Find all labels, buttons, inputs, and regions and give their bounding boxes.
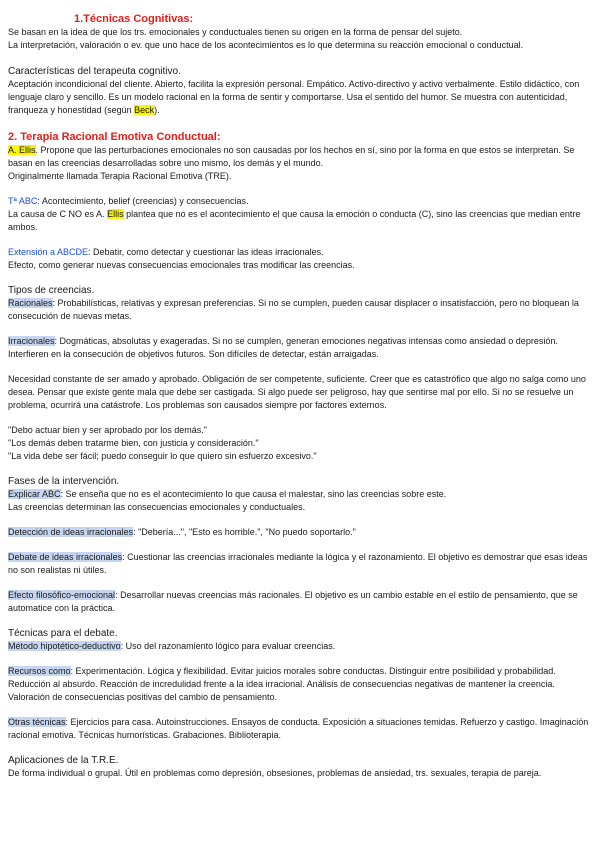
highlight-irracionales: Irracionales bbox=[8, 336, 55, 346]
paragraph-abc: Tª ABC: Acontecimiento, belief (creencias) y consecuencias. bbox=[8, 196, 249, 206]
paragraph: Originalmente llamada Terapia Racional Emotiva (TRE). bbox=[8, 171, 232, 181]
paragraph: Se basan en la idea de que los trs. emocionales y conductuales tienen su origen en la forma de pensar del sujeto. bbox=[8, 27, 463, 37]
highlight-otras: Otras técnicas bbox=[8, 717, 66, 727]
highlight-debate: Debate de ideas irracionales bbox=[8, 552, 123, 562]
quote: "La vida debe ser fácil; puedo conseguir lo que quiero sin esfuerzo excesivo." bbox=[8, 451, 317, 461]
highlight-metodo: Método hipotético-deductivo bbox=[8, 641, 121, 651]
highlight-explicar-abc: Explicar ABC bbox=[8, 489, 61, 499]
highlight-recursos: Recursos como bbox=[8, 666, 71, 676]
quote: "Debo actuar bien y ser aprobado por los demás." bbox=[8, 425, 208, 435]
paragraph-ellis: A. Ellis. Propone que las perturbaciones emocionales no son causadas por los hechos en sí, sino por la forma en que estos se interpretan. Se basan en las creencias desarrolladas sobre uno mismo, los demás y el mundo. bbox=[8, 145, 575, 168]
paragraph: Efecto, como generar nuevas consecuencias emocionales tras modificar las creencias. bbox=[8, 260, 355, 270]
paragraph-otras: Otras técnicas: Ejercicios para casa. Autoinstrucciones. Ensayos de conducta. Exposición a situaciones temidas. Refuerzo y castigo. Imaginación racional emotiva. Técnicas humorísticas. Grabaciones. Biblioterapia. bbox=[8, 717, 589, 740]
paragraph-racionales: Racionales: Probabilísticas, relativas y expresan preferencias. Si no se cumplen, pueden causar displacer o insatisfacción, pero no bloquean la consecución de nuevas metas. bbox=[8, 298, 579, 321]
paragraph-necesidad: Necesidad constante de ser amado y aprobado. Obligación de ser competente, suficiente. Creer que es catastrófico que algo no salga como uno desea. Pensar que existe gente mala que debe ser castigada. Si algo puede ser peligroso, hay que sentirse mal por ello. Si no se resuelve un problema, ocurrirá una catástrofe. Los problemas son causados siempre por factores externos. bbox=[8, 374, 586, 410]
subheading-aplicaciones: Aplicaciones de la T.R.E. bbox=[8, 755, 119, 766]
highlight-racionales: Racionales bbox=[8, 298, 53, 308]
paragraph-abc-detail: La causa de C NO es A. Ellis plantea que no es el acontecimiento el que causa la emoción o conducta (C), sino las creencias que median entre ambos. bbox=[8, 209, 581, 232]
label-abc: Tª ABC bbox=[8, 196, 38, 206]
paragraph-metodo: Método hipotético-deductivo: Uso del razonamiento lógico para evaluar creencias. bbox=[8, 641, 336, 651]
quote: "Los demás deben tratarme bien, con justicia y consideración." bbox=[8, 438, 259, 448]
subheading-tecnicas-debate: Técnicas para el debate. bbox=[8, 628, 118, 639]
highlight-efecto: Efecto filosófico-emocional bbox=[8, 590, 116, 600]
quotes-block bbox=[8, 424, 593, 463]
paragraph-debate: Debate de ideas irracionales: Cuestionar las creencias irracionales mediante la lógica y el razonamiento. El objetivo es demostrar que esas ideas no son realistas ni útiles. bbox=[8, 552, 588, 575]
subheading-tipos: Tipos de creencias. bbox=[8, 285, 95, 296]
subheading-fases: Fases de la intervención. bbox=[8, 476, 120, 487]
subheading-caracteristicas: Características del terapeuta cognitivo. bbox=[8, 66, 181, 77]
paragraph-efecto: Efecto filosófico-emocional: Desarrollar nuevas creencias más racionales. El objetivo es un cambio estable en el estilo de pensamiento, que se automatice con la práctica. bbox=[8, 590, 578, 613]
paragraph-caracteristicas: Aceptación incondicional del cliente. Abierto, facilita la expresión personal. Empático. Activo-directivo y activo verbalmente. Estilo didáctico, con lenguaje claro y sencillo. Es un modelo racional en la forma de sentir y comportarse. Usa el sentido del humor. Se muestra con autenticidad, franqueza y honestidad (según Beck). bbox=[8, 79, 580, 115]
paragraph-recursos: Recursos como: Experimentación. Lógica y flexibilidad. Evitar juicios morales sobre conductas. Distinguir entre posibilidad y probabilidad. Reducción al absurdo. Reacción de incredulidad frente a la idea irracional. Análisis de consecuencias negativas de mantener la creencia. Valoración de consecuencias positivas del cambio de pensamiento. bbox=[8, 666, 556, 702]
section-title-terapia-racional: 2. Terapia Racional Emotiva Conductual: bbox=[8, 131, 221, 143]
paragraph: La interpretación, valoración o ev. que uno hace de los acontecimientos es lo que determina su reacción emocional o conductual. bbox=[8, 40, 524, 50]
paragraph: Las creencias determinan las consecuencias emocionales y conductuales. bbox=[8, 502, 306, 512]
highlight-beck: Beck bbox=[134, 105, 155, 115]
highlight-deteccion: Detección de ideas irracionales bbox=[8, 527, 134, 537]
section-title-tecnicas-cognitivas: 1.Técnicas Cognitivas: bbox=[74, 13, 194, 25]
label-abcde: Extensión a ABCDE bbox=[8, 247, 89, 257]
paragraph-aplicaciones: De forma individual o grupal. Útil en problemas como depresión, obsesiones, problemas de ansiedad, trs. sexuales, terapia de pareja. bbox=[8, 768, 542, 778]
paragraph-deteccion: Detección de ideas irracionales: "Debería...", "Esto es horrible.", "No puedo soportarlo." bbox=[8, 527, 356, 537]
highlight-ellis: A. Ellis bbox=[8, 145, 36, 155]
paragraph-abcde: Extensión a ABCDE: Debatir, como detectar y cuestionar las ideas irracionales. bbox=[8, 247, 324, 257]
highlight-ellis-2: Ellis bbox=[107, 209, 124, 219]
paragraph-explicar-abc: Explicar ABC: Se enseña que no es el acontecimiento lo que causa el malestar, sino las creencias sobre este. bbox=[8, 489, 447, 499]
paragraph-irracionales: Irracionales: Dogmáticas, absolutas y exageradas. Si no se cumplen, generan emociones negativas intensas como ansiedad o depresión. Interfieren en la consecución de objetivos futuros. Son difíciles de detectar, están arraigadas. bbox=[8, 336, 558, 359]
